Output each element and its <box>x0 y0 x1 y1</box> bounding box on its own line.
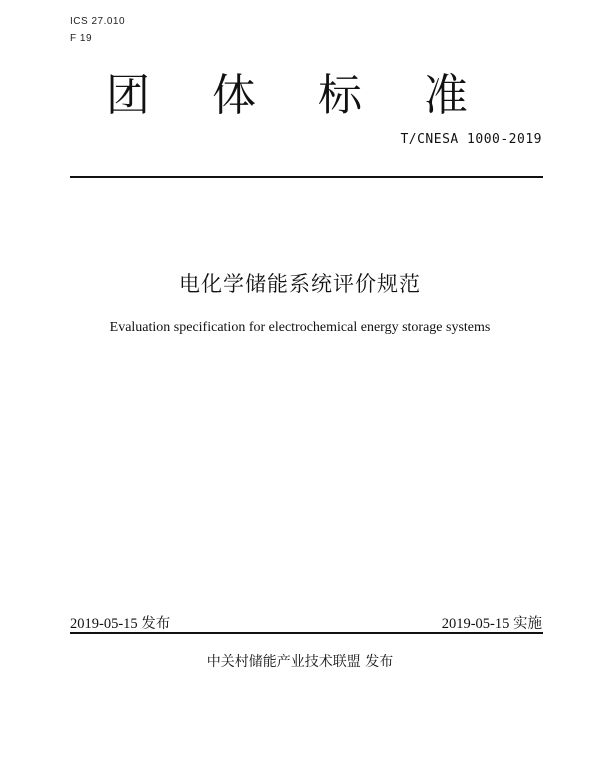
english-title: Evaluation specification for electrochemical energy storage systems <box>109 320 491 335</box>
footer-divider <box>70 632 543 634</box>
publisher: 中关村储能产业技术联盟 发布 <box>206 654 394 670</box>
standard-type-char: 标 <box>318 70 424 121</box>
standard-type-char: 体 <box>212 70 318 121</box>
implementation-date: 2019-05-15 实施 <box>441 616 542 632</box>
standard-type-char: 团 <box>106 70 212 121</box>
ics-code: ICS 27.010 <box>70 16 126 27</box>
standard-number: T/CNESA 1000-2019 <box>400 132 542 147</box>
chinese-title: 电化学储能系统评价规范 <box>179 272 421 296</box>
standard-type-heading <box>0 68 600 124</box>
header-divider <box>70 176 543 178</box>
ccs-code: F 19 <box>70 33 93 44</box>
issue-date: 2019-05-15 发布 <box>70 616 171 632</box>
standard-type-char: 准 <box>424 70 530 121</box>
